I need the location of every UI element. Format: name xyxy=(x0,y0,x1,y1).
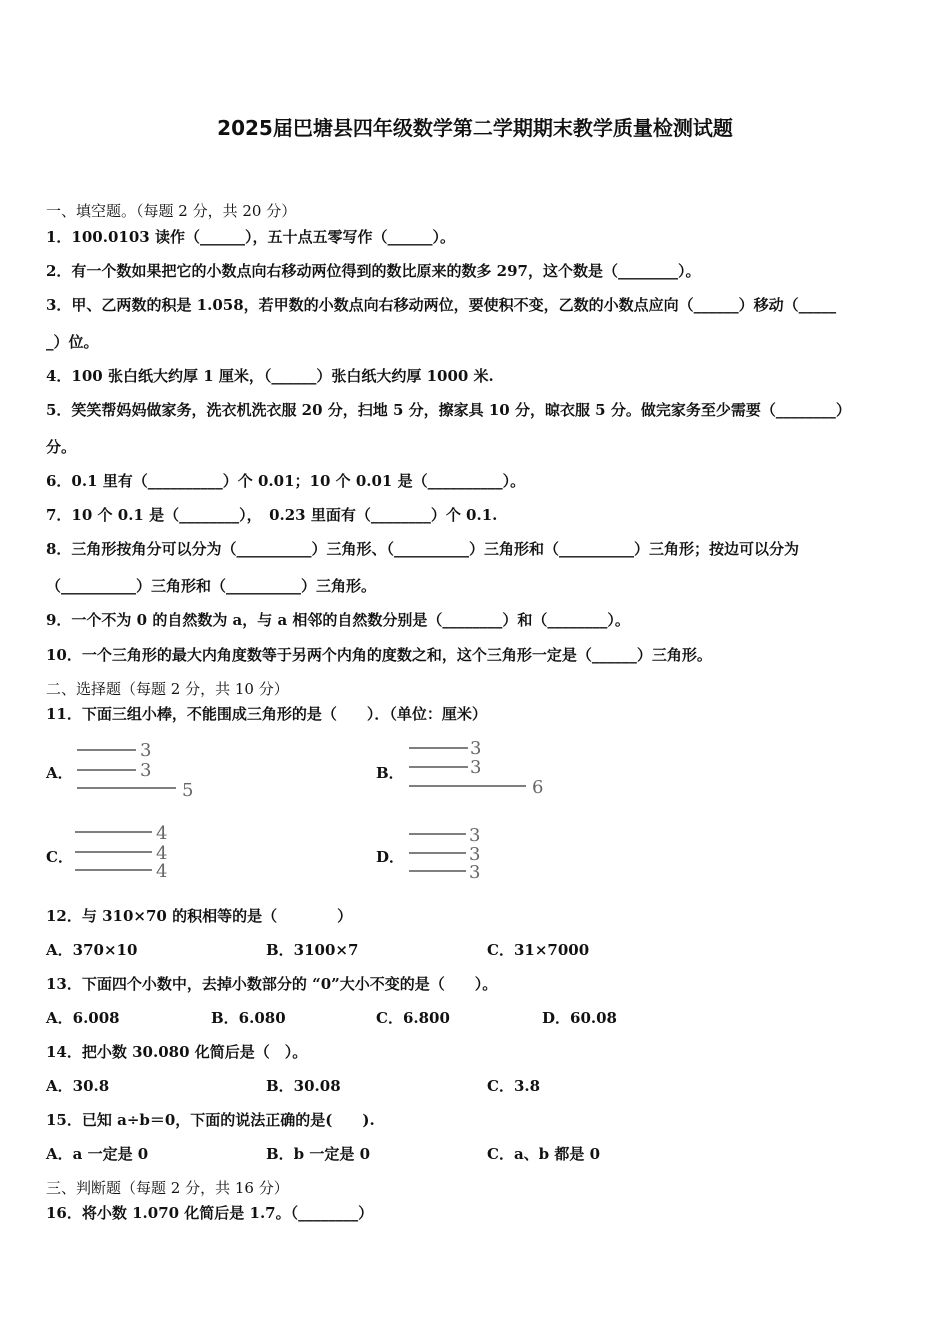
question-11: 11．下面三组小棒，不能围成三角形的是（ ）．（单位：厘米） xyxy=(46,705,487,723)
q11-option-b-label: B． xyxy=(376,764,404,782)
question-12: 12．与 310×70 的积相等的是（ ） xyxy=(46,907,353,925)
q12-option-b: B．3100×7 xyxy=(266,941,359,959)
question-5-continued: 分。 xyxy=(46,438,77,456)
q12-option-c: C．31×7000 xyxy=(487,941,590,959)
question-15: 15．已知 a÷b＝0，下面的说法正确的是( ). xyxy=(46,1111,375,1129)
stick-length: 3 xyxy=(470,738,482,759)
question-14: 14．把小数 30.080 化简后是（ ）。 xyxy=(46,1043,308,1061)
question-16: 16．将小数 1.070 化简后是 1.7。（________） xyxy=(46,1204,374,1222)
question-3: 3．甲、乙两数的积是 1.058，若甲数的小数点向右移动两位，要使积不变，乙数的小数点应向（______）移动（_____ xyxy=(46,296,837,314)
q15-option-c: C．a、b 都是 0 xyxy=(487,1145,601,1163)
question-3-continued: _）位。 xyxy=(46,333,99,351)
q13-option-d: D．60.08 xyxy=(542,1009,617,1027)
question-8-continued: （__________）三角形和（__________）三角形。 xyxy=(46,577,377,595)
question-4: 4．100 张白纸大约厚 1 厘米，（______）张白纸大约厚 1000 米. xyxy=(46,367,494,385)
stick-length: 3 xyxy=(469,844,481,865)
q11-option-a-sticks xyxy=(74,740,204,802)
stick-length: 5 xyxy=(182,780,194,801)
q13-option-b: B．6.080 xyxy=(211,1009,286,1027)
stick-length: 4 xyxy=(156,861,168,882)
question-13: 13．下面四个小数中，去掉小数部分的 “0”大小不变的是（ ）。 xyxy=(46,975,498,993)
stick-length: 3 xyxy=(140,760,152,781)
section-heading-true-false: 三、判断题（每题 2 分，共 16 分） xyxy=(46,1179,289,1197)
question-2: 2．有一个数如果把它的小数点向右移动两位得到的数比原来的数多 297，这个数是（________）。 xyxy=(46,262,701,280)
q15-option-b: B．b 一定是 0 xyxy=(266,1145,371,1163)
q11-option-d-label: D． xyxy=(376,848,405,866)
question-10: 10．一个三角形的最大内角度数等于另两个内角的度数之和，这个三角形一定是（______）三角形。 xyxy=(46,646,712,664)
q12-option-a: A．370×10 xyxy=(46,941,138,959)
q14-option-c: C．3.8 xyxy=(487,1077,541,1095)
section-heading-fill-blank: 一、填空题。（每题 2 分，共 20 分） xyxy=(46,202,297,220)
q15-option-a: A．a 一定是 0 xyxy=(46,1145,149,1163)
page-title: 2025届巴塘县四年级数学第二学期期末教学质量检测试题 xyxy=(217,116,733,140)
q11-option-a-label: A． xyxy=(46,764,73,782)
section-heading-choice: 二、选择题（每题 2 分，共 10 分） xyxy=(46,680,289,698)
question-7: 7．10 个 0.1 是（________）， 0.23 里面有（________）个 0.1. xyxy=(46,506,498,524)
q14-option-a: A．30.8 xyxy=(46,1077,110,1095)
q11-option-b-sticks xyxy=(404,738,554,800)
stick-length: 4 xyxy=(156,843,168,864)
stick-length: 3 xyxy=(140,740,152,761)
q13-option-a: A．6.008 xyxy=(46,1009,120,1027)
stick-length: 3 xyxy=(469,826,481,846)
question-1: 1．100.0103 读作（______），五十点五零写作（______）。 xyxy=(46,228,455,246)
stick-length: 3 xyxy=(470,757,482,778)
stick-length: 6 xyxy=(532,777,544,798)
question-6: 6．0.1 里有（__________）个 0.01；10 个 0.01 是（__________）。 xyxy=(46,472,526,490)
stick-length: 4 xyxy=(156,824,168,844)
stick-length: 3 xyxy=(469,862,481,883)
question-8: 8．三角形按角分可以分为（__________）三角形、（__________）三角形和（__________）三角形；按边可以分为 xyxy=(46,540,799,558)
q11-option-d-sticks xyxy=(404,826,504,888)
q13-option-c: C．6.800 xyxy=(376,1009,450,1027)
q11-option-c-sticks xyxy=(72,824,182,886)
q11-option-c-label: C． xyxy=(46,848,73,866)
question-9: 9．一个不为 0 的自然数为 a，与 a 相邻的自然数分别是（________）和（________）。 xyxy=(46,611,630,629)
q14-option-b: B．30.08 xyxy=(266,1077,341,1095)
question-5: 5．笑笑帮妈妈做家务，洗衣机洗衣服 20 分，扫地 5 分，擦家具 10 分，晾衣服 5 分。做完家务至少需要（________） xyxy=(46,401,851,419)
